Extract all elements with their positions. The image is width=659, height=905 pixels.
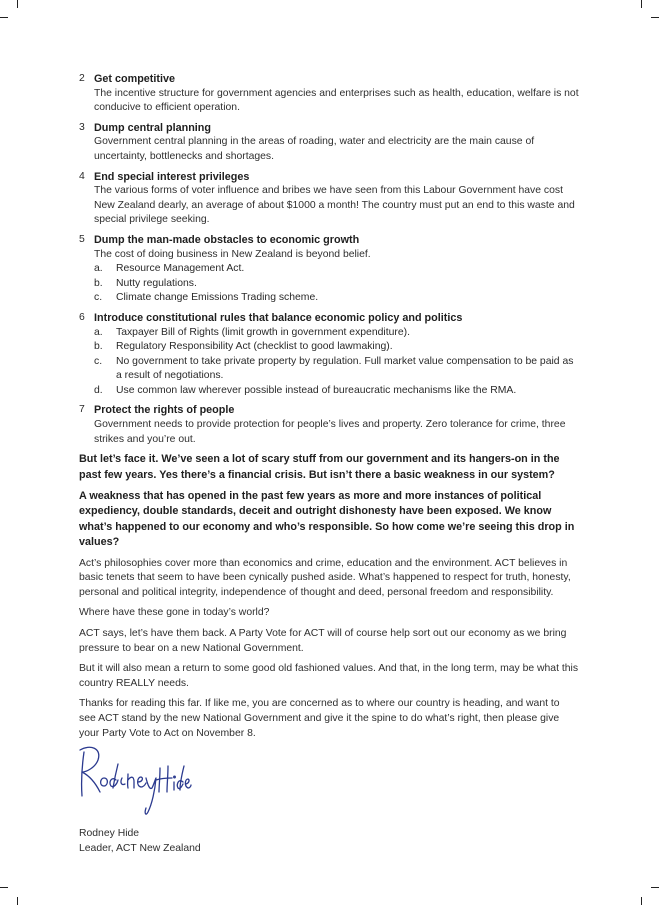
crop-mark-top-left-h: [0, 17, 8, 18]
sub-item-letter: c.: [94, 292, 103, 304]
item-body: The various forms of voter influence and bribes we have seen from this Labour Government have cost New Zealand dearly, an average of about $1000 a month! The country must put an end to this waste and special privilege seeking.: [94, 185, 575, 226]
bold-paragraph: But let’s face it. We’ve seen a lot of scary stuff from our government and its hangers-on in the past few years. Yes there’s a financial crisis. But isn’t there a basic weakness in our system?: [79, 453, 560, 481]
sub-item-text: Nutty regulations.: [116, 277, 197, 289]
item-number: 7: [79, 404, 85, 416]
list-item: [79, 72, 579, 116]
item-number: 2: [79, 73, 85, 84]
paragraph: Thanks for reading this far. If like me, you are concerned as to where our country is heading, and want to see ACT stand by the new National Government and give it the spine to do what’s right, then please give your Party Vote to Act on November 8.: [79, 698, 560, 739]
sub-item-letter: a.: [94, 326, 103, 338]
crop-mark-top-right-h: [651, 17, 659, 18]
sub-item-text: Resource Management Act.: [116, 263, 245, 275]
sub-item-letter: b.: [94, 341, 103, 353]
item-heading: Dump central planning: [94, 121, 211, 134]
signer-title: Leader, ACT New Zealand: [79, 843, 201, 854]
item-body: The incentive structure for government agencies and enterprises such as health, education, welfare is not conducive to efficient operation.: [94, 87, 579, 114]
item-number: 4: [79, 170, 85, 182]
sign-off: [79, 826, 201, 856]
sub-item: [94, 277, 579, 292]
item-number: 6: [79, 311, 85, 323]
list-item: [79, 403, 579, 447]
handwritten-signature: [76, 738, 192, 822]
crop-mark-bottom-left: [17, 897, 18, 905]
crop-mark-top-right: [641, 0, 642, 8]
item-body: Government needs to provide protection for people’s lives and property. Zero tolerance for crime, three strikes and you’re out.: [94, 419, 566, 445]
paragraph: But it will also mean a return to some good old fashioned values. And that, in the long term, may be what this country REALLY needs.: [79, 663, 579, 689]
bold-paragraph: A weakness that has opened in the past few years as more and more instances of political expediency, double standards, deceit and outright dishonesty have been exposed. We know what’s happened to our economy and who’s responsible. So how come we’re seeing this drop in values?: [79, 490, 575, 549]
crop-mark-bottom-left-h: [0, 887, 8, 888]
sub-item: [94, 262, 579, 277]
sub-item: [94, 326, 579, 341]
item-heading: Protect the rights of people: [94, 404, 235, 417]
item-body: Government central planning in the areas of roading, water and electricity are the main cause of uncertainty, bottlenecks and shortages.: [94, 136, 535, 162]
sub-item: [94, 340, 579, 355]
list-item: [79, 170, 579, 228]
sub-item-text: Use common law wherever possible instead of bureaucratic mechanisms like the RMA.: [116, 384, 517, 396]
sub-item-letter: c.: [94, 355, 103, 367]
item-number: 3: [79, 121, 85, 133]
item-heading: Dump the man-made obstacles to economic growth: [94, 233, 360, 246]
paragraph: ACT says, let’s have them back. A Party Vote for ACT will of course help sort out our economy as we bring pressure to bear on a new National Government.: [79, 628, 567, 654]
sub-item: [94, 291, 579, 306]
crop-mark-bottom-right-h: [651, 887, 659, 888]
sub-item-text: Taxpayer Bill of Rights (limit growth in government expenditure).: [116, 326, 410, 338]
item-body: The cost of doing business in New Zealand is beyond belief.: [94, 248, 371, 260]
crop-mark-bottom-right: [641, 897, 642, 905]
sub-item-text: No government to take private property by regulation. Full market value compensation to be paid as a result of negotiations.: [116, 355, 574, 382]
sub-item-text: Regulatory Responsibility Act (checklist to good lawmaking).: [116, 341, 393, 353]
signer-name: Rodney Hide: [79, 828, 140, 839]
list-item: [79, 121, 579, 165]
crop-mark-top-left: [17, 0, 18, 8]
item-number: 5: [79, 233, 85, 245]
sub-item: [94, 355, 579, 384]
sub-item-text: Climate change Emissions Trading scheme.: [116, 292, 319, 304]
sub-item-letter: b.: [94, 277, 103, 289]
sub-item-letter: a.: [94, 263, 103, 275]
list-item: [79, 311, 579, 399]
item-heading: Get competitive: [94, 73, 175, 85]
item-heading: Introduce constitutional rules that balance economic policy and politics: [94, 311, 463, 324]
paragraph: Act’s philosophies cover more than economics and crime, education and the environment. ACT believes in basic tenets that seem to have been cynically pushed aside. What’s happened to respect for truth, honesty, personal and political integrity, independence of thought and deed, personal freedom and responsibility.: [79, 557, 571, 598]
list-item: [79, 233, 579, 306]
letter-body: [79, 72, 579, 747]
paragraph: Where have these gone in today’s world?: [79, 607, 270, 619]
sub-item: [94, 384, 579, 399]
item-heading: End special interest privileges: [94, 170, 250, 183]
sub-item-letter: d.: [94, 384, 103, 396]
